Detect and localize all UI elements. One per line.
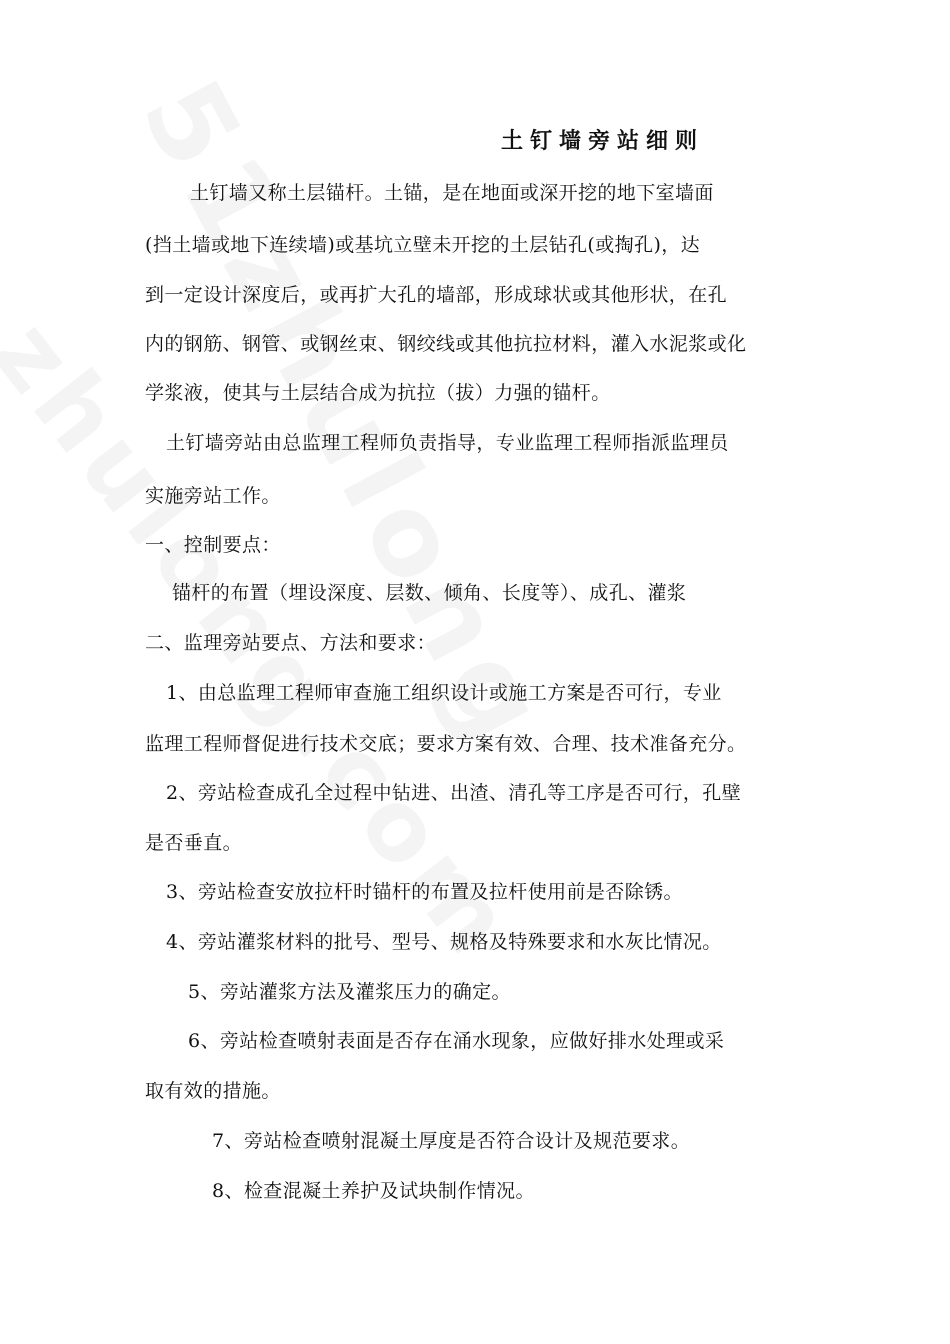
paragraph-line: 锚杆的布置（埋设深度、层数、倾角、长度等）、成孔、灌浆 — [172, 582, 687, 604]
list-item: 2、旁站检查成孔全过程中钻进、出渣、清孔等工序是否可行，孔壁 — [166, 782, 742, 804]
list-item: 4、旁站灌浆材料的批号、型号、规格及特殊要求和水灰比情况。 — [166, 931, 722, 953]
section-heading: 二、监理旁站要点、方法和要求： — [145, 632, 437, 654]
paragraph-line: 到一定设计深度后，或再扩大孔的墙部，形成球状或其他形状，在孔 — [145, 284, 728, 306]
paragraph-line: 土钉墙又称土层锚杆。土锚，是在地面或深开挖的地下室墙面 — [190, 182, 714, 204]
paragraph-line: 内的钢筋、钢管、或钢丝束、钢绞线或其他抗拉材料，灌入水泥浆或化 — [145, 333, 747, 355]
paragraph-line: 学浆液，使其与土层结合成为抗拉（拔）力强的锚杆。 — [145, 382, 611, 404]
list-item: 1、由总监理工程师审查施工组织设计或施工方案是否可行，专业 — [166, 682, 722, 704]
list-item: 3、旁站检查安放拉杆时锚杆的布置及拉杆使用前是否除锈。 — [166, 881, 683, 903]
paragraph-line: 取有效的措施。 — [145, 1080, 281, 1102]
paragraph-line: (挡土墙或地下连续墙)或基坑立壁未开挖的土层钻孔(或掏孔)，达 — [145, 234, 701, 256]
list-item: 6、旁站检查喷射表面是否存在涌水现象，应做好排水处理或采 — [188, 1030, 725, 1052]
paragraph-line: 是否垂直。 — [145, 832, 243, 854]
list-item: 5、旁站灌浆方法及灌浆压力的确定。 — [188, 981, 511, 1003]
document-title: 土钉墙旁站细则 — [500, 129, 704, 154]
list-item: 7、旁站检查喷射混凝土厚度是否符合设计及规范要求。 — [212, 1130, 691, 1152]
section-heading: 一、控制要点： — [145, 534, 281, 556]
list-item: 8、检查混凝土养护及试块制作情况。 — [212, 1180, 535, 1202]
paragraph-line: 监理工程师督促进行技术交底；要求方案有效、合理、技术准备充分。 — [145, 733, 747, 755]
paragraph-line: 实施旁站工作。 — [145, 485, 281, 507]
paragraph-line: 土钉墙旁站由总监理工程师负责指导，专业监理工程师指派监理员 — [166, 432, 729, 454]
